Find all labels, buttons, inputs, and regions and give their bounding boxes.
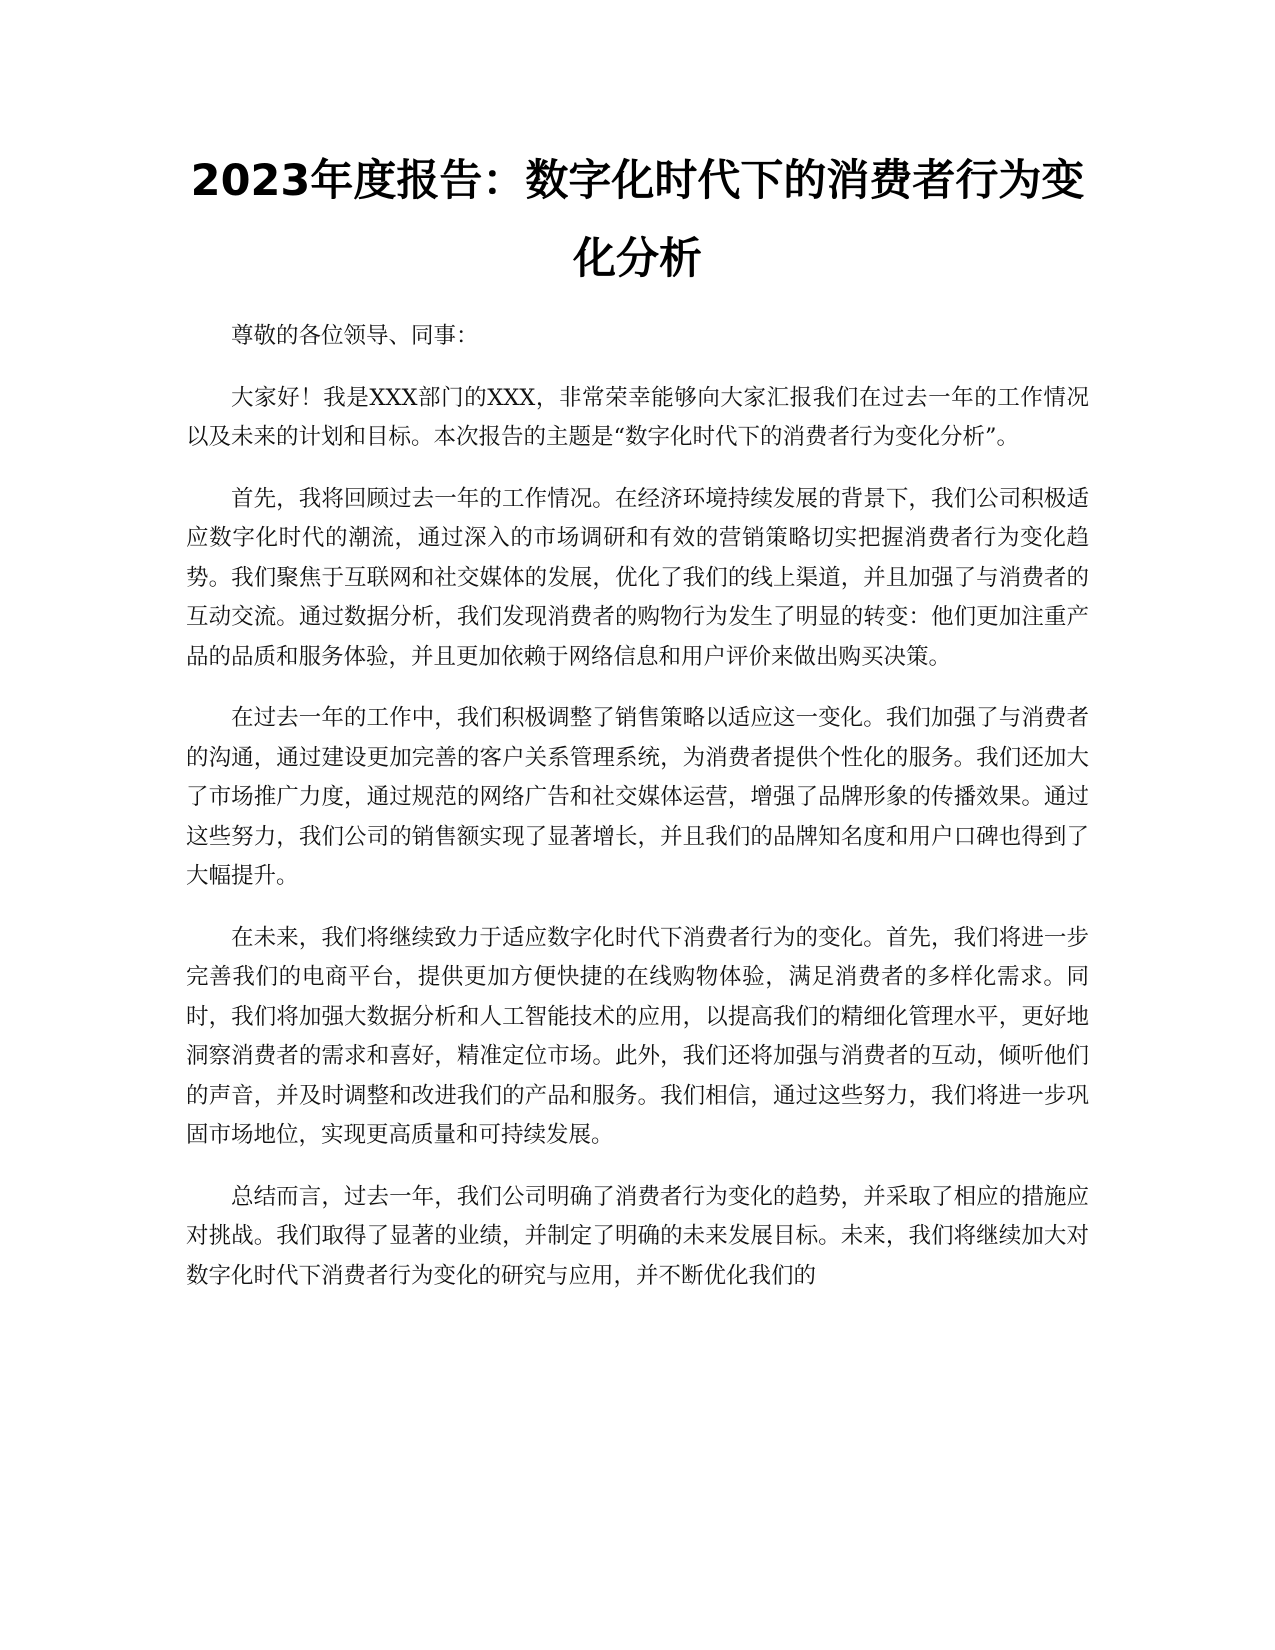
document-title: 2023年度报告：数字化时代下的消费者行为变化分析 <box>190 156 1085 284</box>
strategy-paragraph: 在过去一年的工作中，我们积极调整了销售策略以适应这一变化。我们加强了与消费者的沟通，通过建设更加完善的客户关系管理系统，为消费者提供个性化的服务。我们还加大了市场推广力度，通过规范的网络广告和社交媒体运营，增强了品牌形象的传播效果。通过这些努力，我们公司的销售额实现了显著增长，并且我们的品牌知名度和用户口碑也得到了大幅提升。 <box>186 705 1089 889</box>
summary-paragraph: 总结而言，过去一年，我们公司明确了消费者行为变化的趋势，并采取了相应的措施应对挑战。我们取得了显著的业绩，并制定了明确的未来发展目标。未来，我们将继续加大对数字化时代下消费者行为变化的研究与应用，并不断优化我们的 <box>186 1183 1089 1289</box>
salutation-paragraph: 尊敬的各位领导、同事： <box>231 323 479 349</box>
review-paragraph: 首先，我将回顾过去一年的工作情况。在经济环境持续发展的背景下，我们公司积极适应数字化时代的潮流，通过深入的市场调研和有效的营销策略切实把握消费者行为变化趋势。我们聚焦于互联网和社交媒体的发展，优化了我们的线上渠道，并且加强了与消费者的互动交流。通过数据分析，我们发现消费者的购物行为发生了明显的转变：他们更加注重产品的品质和服务体验，并且更加依赖于网络信息和用户评价来做出购买决策。 <box>186 485 1089 670</box>
future-plan-paragraph: 在未来，我们将继续致力于适应数字化时代下消费者行为的变化。首先，我们将进一步完善我们的电商平台，提供更加方便快捷的在线购物体验，满足消费者的多样化需求。同时，我们将加强大数据分析和人工智能技术的应用，以提高我们的精细化管理水平，更好地洞察消费者的需求和喜好，精准定位市场。此外，我们还将加强与消费者的互动，倾听他们的声音，并及时调整和改进我们的产品和服务。我们相信，通过这些努力，我们将进一步巩固市场地位，实现更高质量和可持续发展。 <box>186 924 1089 1148</box>
document-body <box>186 317 1089 1318</box>
intro-paragraph: 大家好！我是XXX部门的XXX，非常荣幸能够向大家汇报我们在过去一年的工作情况以及未来的计划和目标。本次报告的主题是“数字化时代下的消费者行为变化分析”。 <box>186 384 1089 450</box>
